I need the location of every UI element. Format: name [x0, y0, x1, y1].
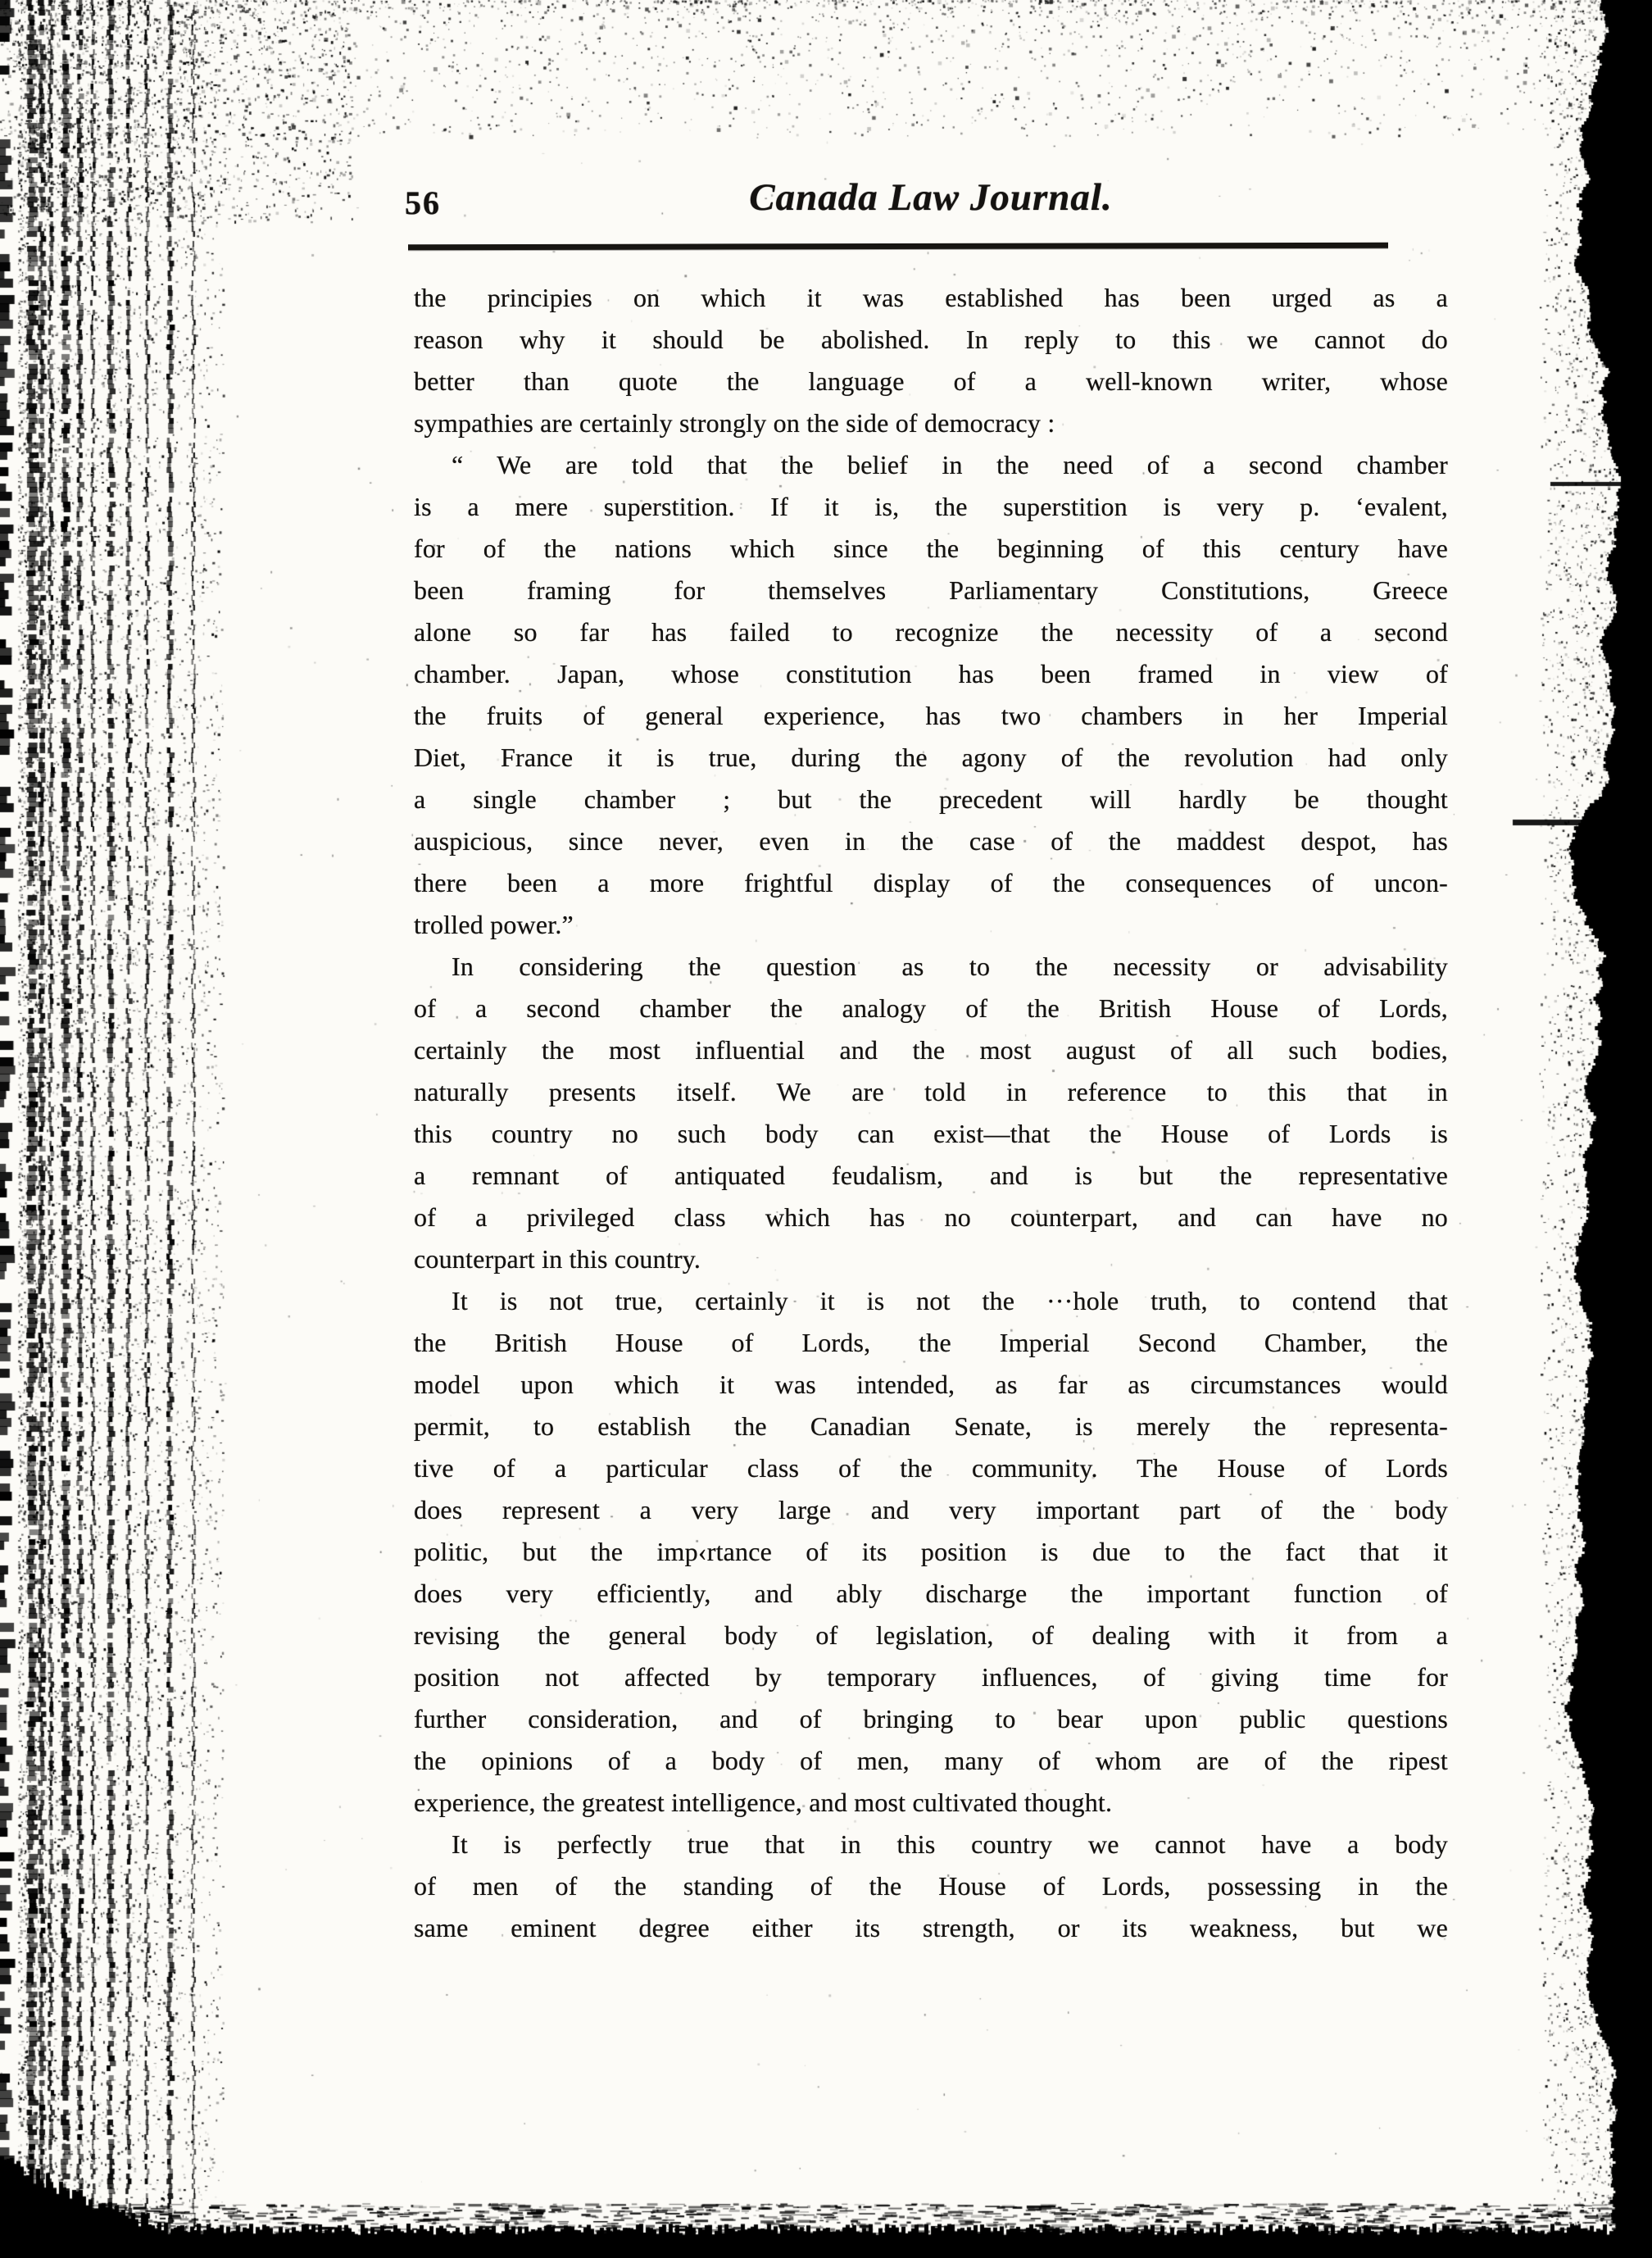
text-line: model upon which it was intended, as far as circumstances would — [414, 1370, 1448, 1399]
text-line: the opinions of a body of men, many of whom are of the ripest — [414, 1746, 1448, 1775]
text-line: does represent a very large and very important part of the body — [414, 1495, 1448, 1524]
text-line: for of the nations which since the beginning of this century have — [414, 534, 1448, 563]
page-body — [414, 277, 1448, 1949]
text-line: sympathies are certainly strongly on the side of democracy : — [414, 408, 1055, 438]
text-line: reason why it should be abolished. In reply to this we cannot do — [414, 325, 1448, 354]
text-line: counterpart in this country. — [414, 1244, 701, 1274]
text-line: position not affected by temporary influences, of giving time for — [414, 1662, 1448, 1692]
text-line: trolled power.” — [414, 910, 574, 939]
text-line: this country no such body can exist—that the House of Lords is — [414, 1119, 1448, 1148]
text-line: the British House of Lords, the Imperial Second Chamber, the — [414, 1328, 1448, 1357]
header-rule — [408, 243, 1388, 251]
text-line: auspicious, since never, even in the case of the maddest despot, has — [414, 826, 1448, 856]
text-line: certainly the most influential and the most august of all such bodies, — [414, 1035, 1448, 1065]
text-line: been framing for themselves Parliamentary Constitutions, Greece — [414, 575, 1448, 605]
text-line: Diet, France it is true, during the agony of the revolution had only — [414, 743, 1448, 772]
text-line: does very efficiently, and ably discharge the important function of — [414, 1579, 1448, 1608]
text-line: of a privileged class which has no counterpart, and can have no — [414, 1202, 1448, 1232]
text-line: In considering the question as to the necessity or advisability — [452, 952, 1448, 981]
text-line: alone so far has failed to recognize the necessity of a second — [414, 617, 1448, 647]
text-line: naturally presents itself. We are told in reference to this that in — [414, 1077, 1448, 1106]
text-line: of men of the standing of the House of Lords, possessing in the — [414, 1871, 1448, 1901]
text-line: the fruits of general experience, has two chambers in her Imperial — [414, 701, 1448, 730]
text-line: a remnant of antiquated feudalism, and is but the representative — [414, 1161, 1448, 1190]
text-line: chamber. Japan, whose constitution has been framed in view of — [414, 659, 1448, 688]
text-line: better than quote the language of a well-known writer, whose — [414, 366, 1448, 396]
text-line: of a second chamber the analogy of the British House of Lords, — [414, 993, 1448, 1023]
text-line: politic, but the imp‹rtance of its position is due to the fact that it — [414, 1537, 1448, 1566]
paragraph — [414, 444, 1448, 946]
text-line: tive of a particular class of the community. The House of Lords — [414, 1453, 1448, 1483]
journal-title: Canada Law Journal. — [749, 176, 1113, 219]
text-line: same eminent degree either its strength, or its weakness, but we — [414, 1913, 1448, 1942]
page-number: 56 — [405, 184, 441, 221]
paragraph — [414, 1824, 1448, 1949]
paragraph — [414, 277, 1448, 444]
text-line: It is perfectly true that in this country we cannot have a body — [452, 1829, 1448, 1859]
text-line: there been a more frightful display of the consequences of uncon- — [414, 868, 1448, 897]
text-line: experience, the greatest intelligence, and most cultivated thought. — [414, 1788, 1113, 1817]
text-line: further consideration, and of bringing to bear upon public questions — [414, 1704, 1448, 1733]
paragraph — [414, 1280, 1448, 1824]
paragraph — [414, 946, 1448, 1280]
text-line: revising the general body of legislation, of dealing with it from a — [414, 1620, 1448, 1650]
text-line: “ We are told that the belief in the need of a second chamber — [452, 450, 1448, 479]
text-line: It is not true, certainly it is not the ···hole truth, to contend that — [452, 1286, 1448, 1315]
text-line: permit, to establish the Canadian Senate, is merely the representa- — [414, 1411, 1448, 1441]
text-line: is a mere superstition. If it is, the superstition is very p. ‘evalent, — [414, 492, 1448, 521]
text-line: the principies on which it was established has been urged as a — [414, 283, 1448, 312]
text-line: a single chamber ; but the precedent will hardly be thought — [414, 784, 1448, 814]
